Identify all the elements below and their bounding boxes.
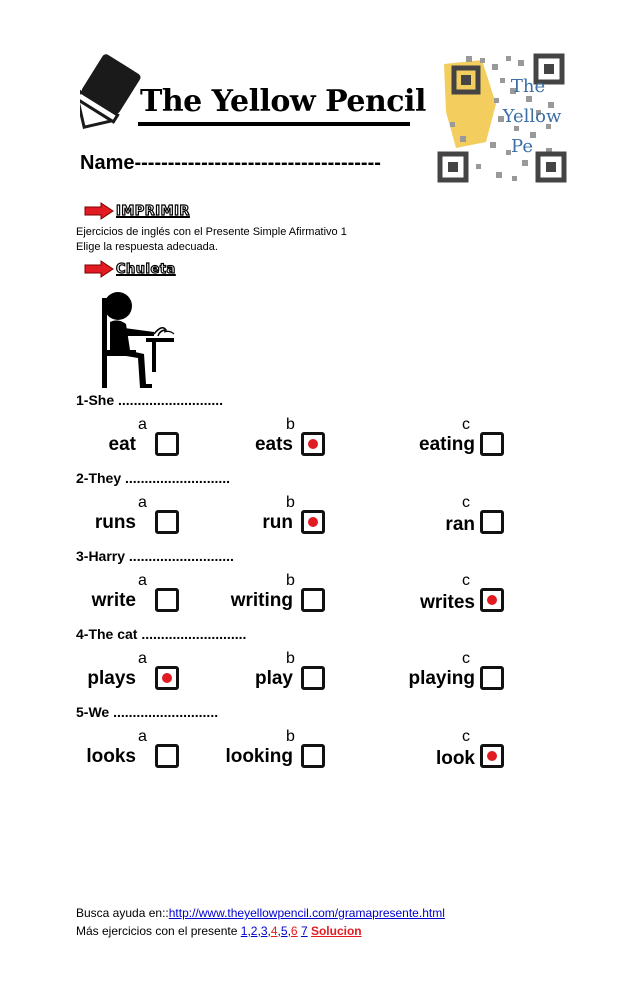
checkbox-icon[interactable] [301, 588, 325, 612]
qr-caption-the: The [510, 76, 546, 97]
print-link-label[interactable]: IMPRIMIR [116, 203, 190, 219]
question-prompt: 4-The cat ........................... [76, 626, 247, 642]
option-letter: b [286, 728, 295, 745]
option-word: writing [230, 590, 293, 611]
option-word: writes [420, 592, 475, 613]
option-letter: a [138, 728, 147, 745]
option-letter: c [462, 728, 470, 745]
option-word: play [254, 668, 293, 689]
exercise-link[interactable]: 6 [290, 924, 298, 938]
checkbox-icon[interactable] [155, 510, 179, 534]
checkbox-icon-checked[interactable] [480, 744, 504, 768]
exercise-link[interactable]: 1 [240, 924, 248, 938]
exercise-link[interactable]: 4 [270, 924, 278, 938]
option-word: eats [254, 434, 293, 455]
option-letter: a [138, 572, 147, 589]
help-line [76, 906, 445, 920]
option-word: runs [94, 512, 136, 533]
cheat-sheet-link[interactable] [84, 259, 176, 279]
question-prompt: 3-Harry ........................... [76, 548, 234, 564]
checkbox-icon[interactable] [155, 588, 179, 612]
brand-title: The Yellow Pencil [140, 84, 426, 119]
exercise-link[interactable]: 3 [260, 924, 268, 938]
option-word: write [91, 590, 136, 611]
option-letter: b [286, 650, 295, 667]
solution-link[interactable]: Solucion [310, 924, 362, 938]
exercise-link[interactable]: 5 [280, 924, 288, 938]
option-letter: a [138, 494, 147, 511]
option-word: ran [445, 514, 475, 535]
student-writing-icon [96, 288, 182, 390]
help-prefix: Busca ayuda en:: [76, 906, 169, 920]
option-letter: a [138, 650, 147, 667]
checkbox-icon[interactable] [480, 432, 504, 456]
question-prompt: 2-They ........................... [76, 470, 231, 486]
checkbox-icon[interactable] [301, 666, 325, 690]
more-prefix: Más ejercicios con el presente [76, 924, 241, 938]
help-link[interactable]: http://www.theyellowpencil.com/gramapresente.html [168, 906, 445, 920]
option-word: eat [108, 434, 136, 455]
option-word: looking [225, 746, 293, 767]
option-letter: b [286, 572, 295, 589]
option-letter: c [462, 650, 470, 667]
option-word: playing [408, 668, 475, 689]
checkbox-icon-checked[interactable] [155, 666, 179, 690]
option-word: plays [87, 668, 136, 689]
option-letter: c [462, 494, 470, 511]
exercise-link[interactable]: 2 [250, 924, 258, 938]
checkbox-icon-checked[interactable] [480, 588, 504, 612]
checkbox-icon[interactable] [480, 666, 504, 690]
more-exercises-line: Más ejercicios con el presente 1,2,3,4,5,6 7 Solucion [76, 924, 362, 938]
qr-caption-yellow: Yellow [502, 106, 562, 127]
question-prompt: 5-We ........................... [76, 704, 219, 720]
question-prompt: 1-She ........................... [76, 392, 224, 408]
instructions-line2: Elige la respuesta adecuada. [76, 241, 218, 253]
option-word: eating [419, 434, 475, 455]
option-word: run [262, 512, 293, 533]
option-letter: b [286, 416, 295, 433]
checkbox-icon-checked[interactable] [301, 432, 325, 456]
checkbox-icon[interactable] [155, 744, 179, 768]
qr-code-icon [436, 52, 568, 184]
red-arrow-icon [84, 260, 114, 278]
option-word: looks [86, 746, 136, 767]
option-word: look [435, 748, 475, 769]
checkbox-icon-checked[interactable] [301, 510, 325, 534]
red-arrow-icon [84, 202, 114, 220]
print-link[interactable] [84, 201, 190, 221]
option-letter: c [462, 416, 470, 433]
checkbox-icon[interactable] [155, 432, 179, 456]
option-letter: c [462, 572, 470, 589]
instructions-line1: Ejercicios de inglés con el Presente Simple Afirmativo 1 [76, 226, 347, 238]
checkbox-icon[interactable] [480, 510, 504, 534]
name-field-line: Name------------------------------------- [80, 152, 381, 174]
checkbox-icon[interactable] [301, 744, 325, 768]
cheat-sheet-link-label[interactable]: Chuleta [116, 261, 176, 277]
qr-caption-pencil: Pe [511, 136, 533, 157]
option-letter: b [286, 494, 295, 511]
exercise-link[interactable]: 7 [300, 924, 308, 938]
option-letter: a [138, 416, 147, 433]
brand-underline [138, 122, 410, 126]
